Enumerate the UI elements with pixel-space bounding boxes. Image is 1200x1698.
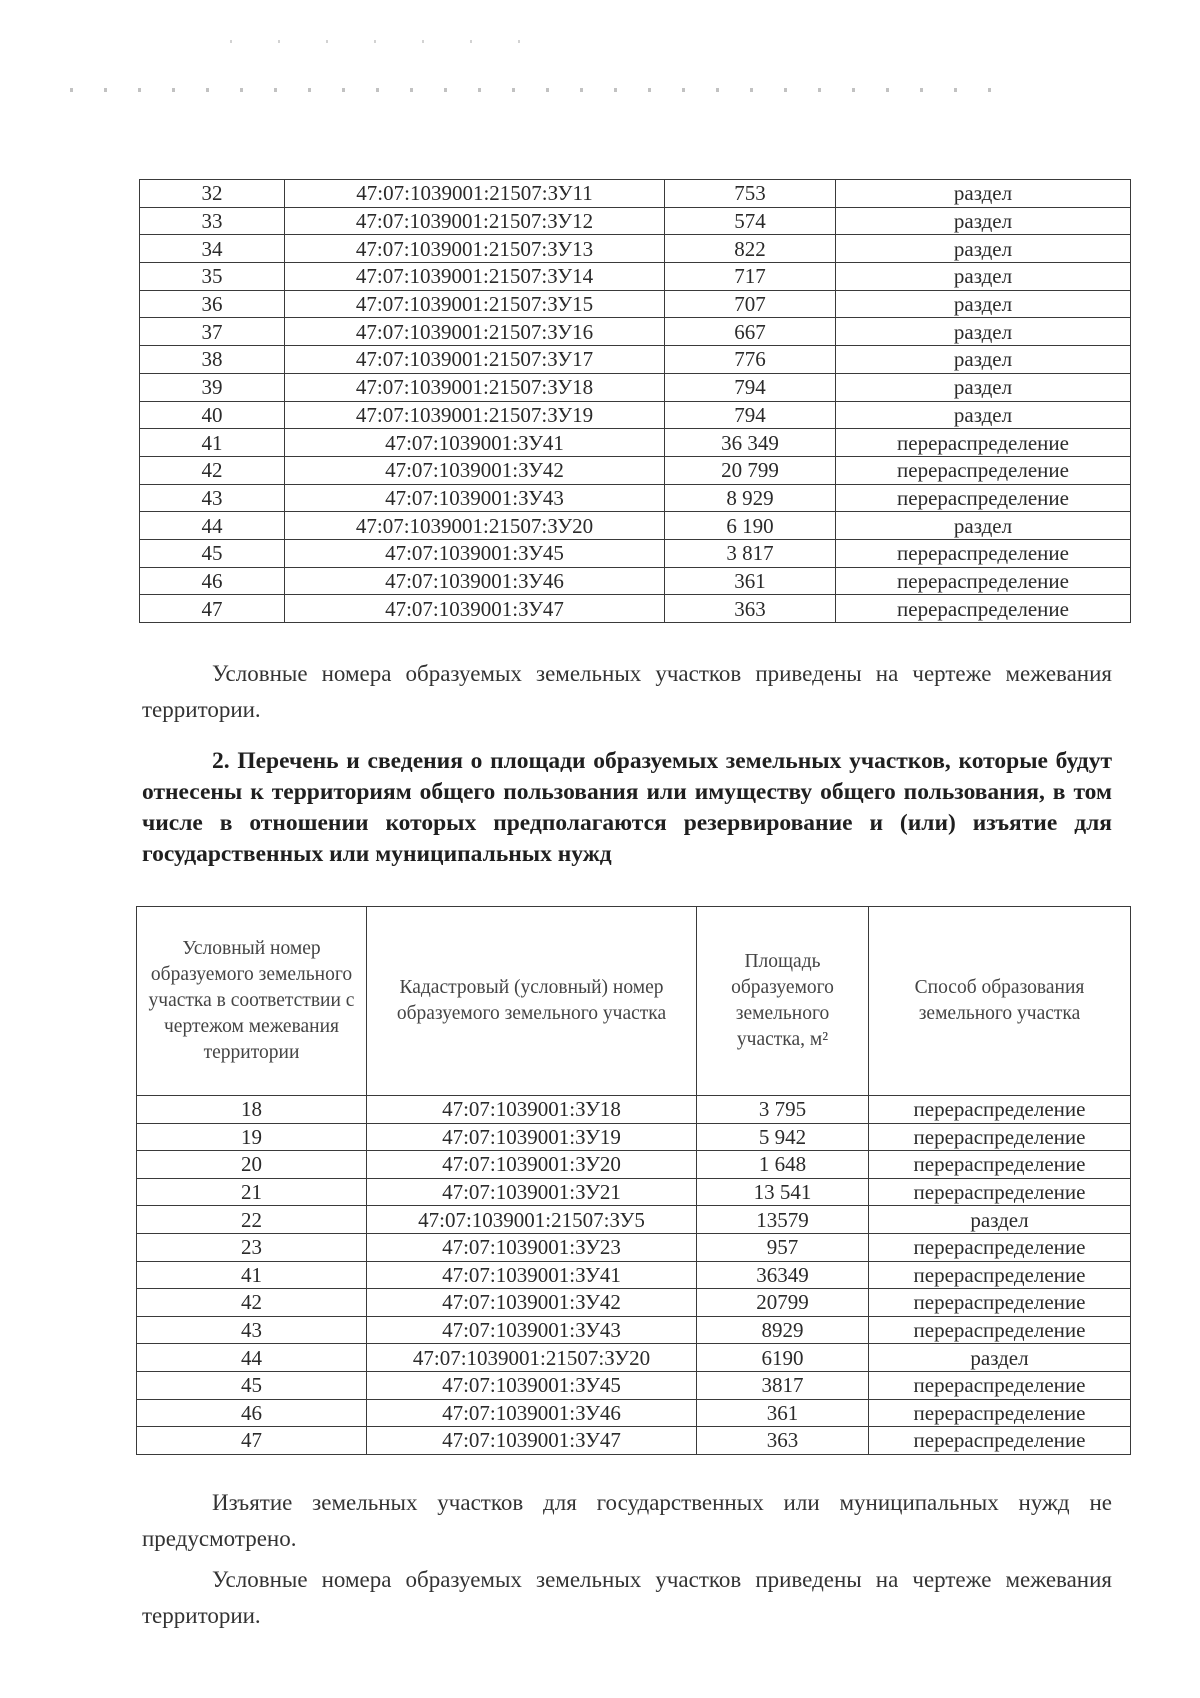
cell-formation-method: раздел <box>836 373 1131 401</box>
cell-cadastral-number: 47:07:1039001:ЗУ47 <box>367 1427 697 1455</box>
cell-area: 13 541 <box>697 1178 869 1206</box>
cell-area: 36 349 <box>665 429 836 457</box>
cell-formation-method: перераспределение <box>869 1399 1131 1427</box>
cell-cadastral-number: 47:07:1039001:ЗУ42 <box>367 1289 697 1317</box>
table-row <box>140 512 1131 540</box>
cell-plot-number: 21 <box>137 1178 367 1206</box>
table-row <box>140 567 1131 595</box>
cell-area: 13579 <box>697 1206 869 1234</box>
cell-plot-number: 38 <box>140 346 285 374</box>
cell-formation-method: раздел <box>869 1206 1131 1234</box>
cell-plot-number: 22 <box>137 1206 367 1234</box>
table-row <box>137 1344 1131 1372</box>
cell-cadastral-number: 47:07:1039001:21507:ЗУ14 <box>285 263 665 291</box>
cell-area: 363 <box>665 595 836 623</box>
cell-area: 794 <box>665 373 836 401</box>
cell-area: 3817 <box>697 1371 869 1399</box>
cell-cadastral-number: 47:07:1039001:ЗУ23 <box>367 1233 697 1261</box>
cell-area: 5 942 <box>697 1123 869 1151</box>
cell-plot-number: 37 <box>140 318 285 346</box>
table-row <box>140 484 1131 512</box>
cell-cadastral-number: 47:07:1039001:ЗУ20 <box>367 1151 697 1179</box>
cell-area: 794 <box>665 401 836 429</box>
cell-formation-method: перераспределение <box>869 1123 1131 1151</box>
cell-area: 574 <box>665 207 836 235</box>
cell-area: 6 190 <box>665 512 836 540</box>
cell-area: 667 <box>665 318 836 346</box>
cell-area: 822 <box>665 235 836 263</box>
cell-plot-number: 42 <box>137 1289 367 1317</box>
header-plot-number: Условный номер образуемого земельного участка в соответствии с чертежом межевания территории <box>137 907 367 1096</box>
table-row <box>137 1316 1131 1344</box>
cell-plot-number: 47 <box>137 1427 367 1455</box>
cell-cadastral-number: 47:07:1039001:21507:ЗУ20 <box>367 1344 697 1372</box>
cell-cadastral-number: 47:07:1039001:21507:ЗУ13 <box>285 235 665 263</box>
cell-plot-number: 47 <box>140 595 285 623</box>
table-row <box>140 346 1131 374</box>
note-paragraph: Условные номера образуемых земельных участков приведены на чертеже межевания территории. <box>142 1567 1112 1628</box>
cell-cadastral-number: 47:07:1039001:21507:ЗУ18 <box>285 373 665 401</box>
cell-plot-number: 45 <box>137 1371 367 1399</box>
cell-plot-number: 41 <box>137 1261 367 1289</box>
cell-formation-method: раздел <box>836 207 1131 235</box>
cell-cadastral-number: 47:07:1039001:21507:ЗУ15 <box>285 290 665 318</box>
cell-area: 707 <box>665 290 836 318</box>
withdrawal-paragraph: Изъятие земельных участков для государственных или муниципальных нужд не предусмотрено. <box>142 1490 1112 1551</box>
cell-plot-number: 23 <box>137 1233 367 1261</box>
cell-formation-method: перераспределение <box>836 429 1131 457</box>
cell-plot-number: 46 <box>137 1399 367 1427</box>
cell-formation-method: раздел <box>836 512 1131 540</box>
cell-area: 36349 <box>697 1261 869 1289</box>
cell-cadastral-number: 47:07:1039001:ЗУ47 <box>285 595 665 623</box>
table-row <box>140 263 1131 291</box>
cell-formation-method: перераспределение <box>869 1233 1131 1261</box>
public-use-plots-table <box>136 906 1131 1455</box>
table-header-row <box>137 907 1131 1096</box>
cell-formation-method: перераспределение <box>836 484 1131 512</box>
cell-formation-method: перераспределение <box>869 1096 1131 1124</box>
cell-plot-number: 32 <box>140 180 285 208</box>
table-row <box>140 539 1131 567</box>
cell-cadastral-number: 47:07:1039001:ЗУ43 <box>367 1316 697 1344</box>
note-paragraph: Условные номера образуемых земельных участков приведены на чертеже межевания территории. <box>142 661 1112 722</box>
header-cadastral-number: Кадастровый (условный) номер образуемого земельного участка <box>367 907 697 1096</box>
cell-cadastral-number: 47:07:1039001:ЗУ45 <box>367 1371 697 1399</box>
cell-plot-number: 45 <box>140 539 285 567</box>
cell-plot-number: 40 <box>140 401 285 429</box>
cell-area: 363 <box>697 1427 869 1455</box>
cell-formation-method: перераспределение <box>869 1289 1131 1317</box>
cell-cadastral-number: 47:07:1039001:21507:ЗУ12 <box>285 207 665 235</box>
table-row <box>137 1261 1131 1289</box>
cell-plot-number: 41 <box>140 429 285 457</box>
scan-artifact-line <box>70 88 1000 92</box>
cell-cadastral-number: 47:07:1039001:ЗУ42 <box>285 456 665 484</box>
table-body <box>140 180 1131 623</box>
cell-plot-number: 33 <box>140 207 285 235</box>
cell-formation-method: раздел <box>836 346 1131 374</box>
cell-area: 957 <box>697 1233 869 1261</box>
cell-formation-method: перераспределение <box>869 1151 1131 1179</box>
cell-area: 361 <box>665 567 836 595</box>
cell-formation-method: перераспределение <box>836 456 1131 484</box>
cell-area: 3 795 <box>697 1096 869 1124</box>
cell-formation-method: раздел <box>836 235 1131 263</box>
cell-formation-method: перераспределение <box>869 1261 1131 1289</box>
table-row <box>137 1427 1131 1455</box>
table-row <box>137 1206 1131 1234</box>
cell-cadastral-number: 47:07:1039001:ЗУ46 <box>367 1399 697 1427</box>
table-row <box>137 1096 1131 1124</box>
table-row <box>140 595 1131 623</box>
table-row <box>140 401 1131 429</box>
cell-cadastral-number: 47:07:1039001:ЗУ21 <box>367 1178 697 1206</box>
cell-plot-number: 43 <box>137 1316 367 1344</box>
cell-plot-number: 44 <box>140 512 285 540</box>
cell-cadastral-number: 47:07:1039001:ЗУ45 <box>285 539 665 567</box>
table-body <box>137 1096 1131 1455</box>
table-row <box>137 1178 1131 1206</box>
table-row <box>140 429 1131 457</box>
cell-plot-number: 46 <box>140 567 285 595</box>
cell-plot-number: 35 <box>140 263 285 291</box>
cell-plot-number: 44 <box>137 1344 367 1372</box>
cell-formation-method: перераспределение <box>869 1427 1131 1455</box>
cell-area: 361 <box>697 1399 869 1427</box>
cell-formation-method: перераспределение <box>836 567 1131 595</box>
cell-cadastral-number: 47:07:1039001:21507:ЗУ17 <box>285 346 665 374</box>
cell-formation-method: раздел <box>869 1344 1131 1372</box>
cell-area: 776 <box>665 346 836 374</box>
cell-formation-method: раздел <box>836 290 1131 318</box>
cell-plot-number: 39 <box>140 373 285 401</box>
cell-cadastral-number: 47:07:1039001:ЗУ41 <box>285 429 665 457</box>
cell-formation-method: перераспределение <box>869 1178 1131 1206</box>
cell-area: 3 817 <box>665 539 836 567</box>
table-row <box>137 1151 1131 1179</box>
cell-plot-number: 19 <box>137 1123 367 1151</box>
table-row <box>137 1233 1131 1261</box>
table-row <box>140 207 1131 235</box>
cell-formation-method: перераспределение <box>869 1316 1131 1344</box>
cell-area: 753 <box>665 180 836 208</box>
table-row <box>137 1399 1131 1427</box>
cell-cadastral-number: 47:07:1039001:ЗУ43 <box>285 484 665 512</box>
cell-formation-method: раздел <box>836 401 1131 429</box>
cell-cadastral-number: 47:07:1039001:ЗУ46 <box>285 567 665 595</box>
cell-formation-method: раздел <box>836 318 1131 346</box>
cell-cadastral-number: 47:07:1039001:ЗУ41 <box>367 1261 697 1289</box>
cell-cadastral-number: 47:07:1039001:ЗУ19 <box>367 1123 697 1151</box>
table-row <box>140 318 1131 346</box>
cell-plot-number: 36 <box>140 290 285 318</box>
scan-artifact-top <box>230 40 550 43</box>
cell-cadastral-number: 47:07:1039001:ЗУ18 <box>367 1096 697 1124</box>
cell-area: 1 648 <box>697 1151 869 1179</box>
cell-cadastral-number: 47:07:1039001:21507:ЗУ16 <box>285 318 665 346</box>
cell-plot-number: 18 <box>137 1096 367 1124</box>
cell-plot-number: 43 <box>140 484 285 512</box>
section-heading: 2. Перечень и сведения о площади образуемых земельных участков, которые будут отнесены к территориям общего пользования или имуществу общего пользования, в том числе в отношении которых предполагаются резервирование и (или) изъятие для государственных или муниципальных нужд <box>142 748 1112 867</box>
cell-formation-method: перераспределение <box>836 595 1131 623</box>
cell-plot-number: 34 <box>140 235 285 263</box>
cell-formation-method: перераспределение <box>869 1371 1131 1399</box>
cell-formation-method: раздел <box>836 180 1131 208</box>
cell-formation-method: перераспределение <box>836 539 1131 567</box>
cell-formation-method: раздел <box>836 263 1131 291</box>
cell-area: 717 <box>665 263 836 291</box>
cell-area: 8 929 <box>665 484 836 512</box>
header-formation-method: Способ образования земельного участка <box>869 907 1131 1096</box>
cell-cadastral-number: 47:07:1039001:21507:ЗУ19 <box>285 401 665 429</box>
table-row <box>140 180 1131 208</box>
table-row <box>137 1371 1131 1399</box>
table-row <box>140 290 1131 318</box>
land-plots-table-continued <box>139 179 1131 623</box>
table-row <box>140 373 1131 401</box>
cell-area: 20799 <box>697 1289 869 1317</box>
cell-cadastral-number: 47:07:1039001:21507:ЗУ5 <box>367 1206 697 1234</box>
cell-area: 8929 <box>697 1316 869 1344</box>
header-plot-area: Площадь образуемого земельного участка, м² <box>697 907 869 1096</box>
cell-cadastral-number: 47:07:1039001:21507:ЗУ20 <box>285 512 665 540</box>
table-row <box>137 1123 1131 1151</box>
table-row <box>140 235 1131 263</box>
cell-area: 20 799 <box>665 456 836 484</box>
table-row <box>140 456 1131 484</box>
cell-cadastral-number: 47:07:1039001:21507:ЗУ11 <box>285 180 665 208</box>
cell-plot-number: 20 <box>137 1151 367 1179</box>
cell-area: 6190 <box>697 1344 869 1372</box>
cell-plot-number: 42 <box>140 456 285 484</box>
table-row <box>137 1289 1131 1317</box>
